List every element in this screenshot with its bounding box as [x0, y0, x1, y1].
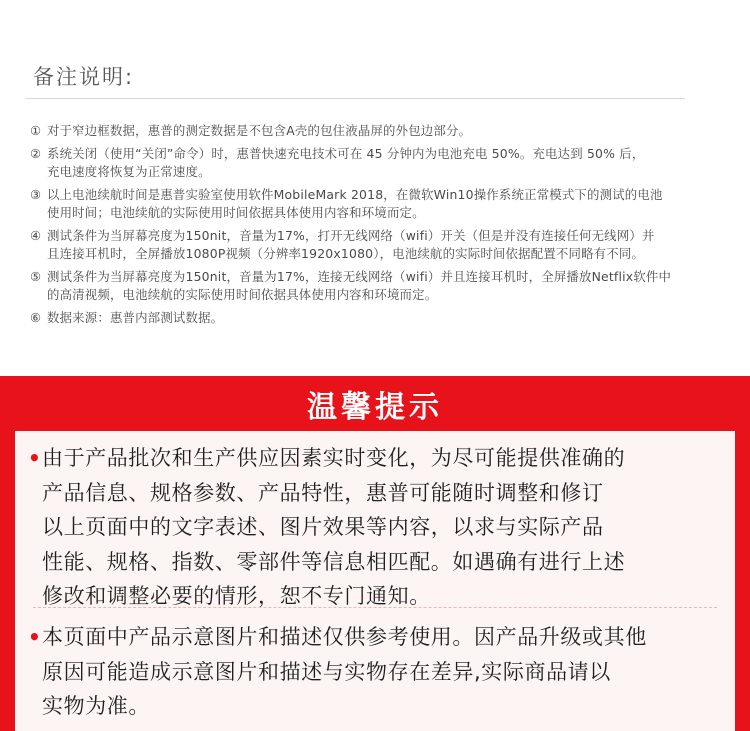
note-marker: ③: [30, 187, 42, 202]
note-marker: ①: [30, 123, 42, 138]
note-text: 测试条件为当屏幕亮度为150nit，音量为17%，连接无线网络（wifi）并且连接耳机时，全屏播放Netflix软件中 的高清视频，电池续航的实际使用时间依据具体使用内容和环境而定。: [47, 269, 672, 302]
note-text: 测试条件为当屏幕亮度为150nit，音量为17%，打开无线网络（wifi）开关（但是并没有连接任何无线网）并 且连接耳机时，全屏播放1080P视频（分辨率1920x1080），电池续航的实际时间依据配置不同略有不同。: [47, 228, 655, 261]
notice-header: [0, 376, 750, 431]
notice-divider: [33, 607, 717, 608]
notes-list: [30, 122, 720, 332]
bullet-icon: •: [28, 625, 42, 649]
note-item-1: [30, 122, 720, 140]
notice-text: 本页面中产品示意图片和描述仅供参考使用。因产品升级或其他 原因可能造成示意图片和描述与实物存在差异,实际商品请以 实物为准。: [42, 625, 647, 718]
note-text: 系统关闭（使用“关闭”命令）时，惠普快速充电技术可在 45 分钟内为电池充电 50%。充电达到 50% 后， 充电速度将恢复为正常速度。: [47, 146, 645, 179]
notice-card: [15, 431, 735, 731]
note-marker: ⑥: [30, 310, 42, 325]
notice-text: 由于产品批次和生产供应因素实时变化，为尽可能提供准确的 产品信息、规格参数、产品特性，惠普可能随时调整和修订 以上页面中的文字表述、图片效果等内容，以求与实际产品 性能、规格、指数、零部件等信息相匹配。如遇确有进行上述 修改和调整必要的情形，恕不专门通知。: [42, 446, 626, 608]
notes-divider: [25, 98, 685, 99]
note-item-6: [30, 309, 720, 327]
notice-item-1: [28, 441, 718, 614]
note-marker: ②: [30, 146, 42, 161]
note-text: 数据来源：惠普内部测试数据。: [47, 310, 224, 325]
note-item-3: [30, 186, 720, 222]
notice-title: 温馨提示: [307, 389, 443, 425]
note-item-2: [30, 145, 720, 181]
note-text: 以上电池续航时间是惠普实验室使用软件MobileMark 2018，在微软Win10操作系统正常模式下的测试的电池 使用时间；电池续航的实际使用时间依据具体使用内容和环境而定。: [47, 187, 663, 220]
note-item-5: [30, 268, 720, 304]
note-marker: ⑤: [30, 269, 42, 284]
note-marker: ④: [30, 228, 42, 243]
note-item-4: [30, 227, 720, 263]
notes-title: 备注说明:: [33, 65, 135, 89]
notice-item-2: [28, 620, 718, 724]
note-text: 对于窄边框数据，惠普的测定数据是不包含A壳的包住液晶屏的外包边部分。: [47, 123, 472, 138]
bullet-icon: •: [28, 446, 42, 470]
